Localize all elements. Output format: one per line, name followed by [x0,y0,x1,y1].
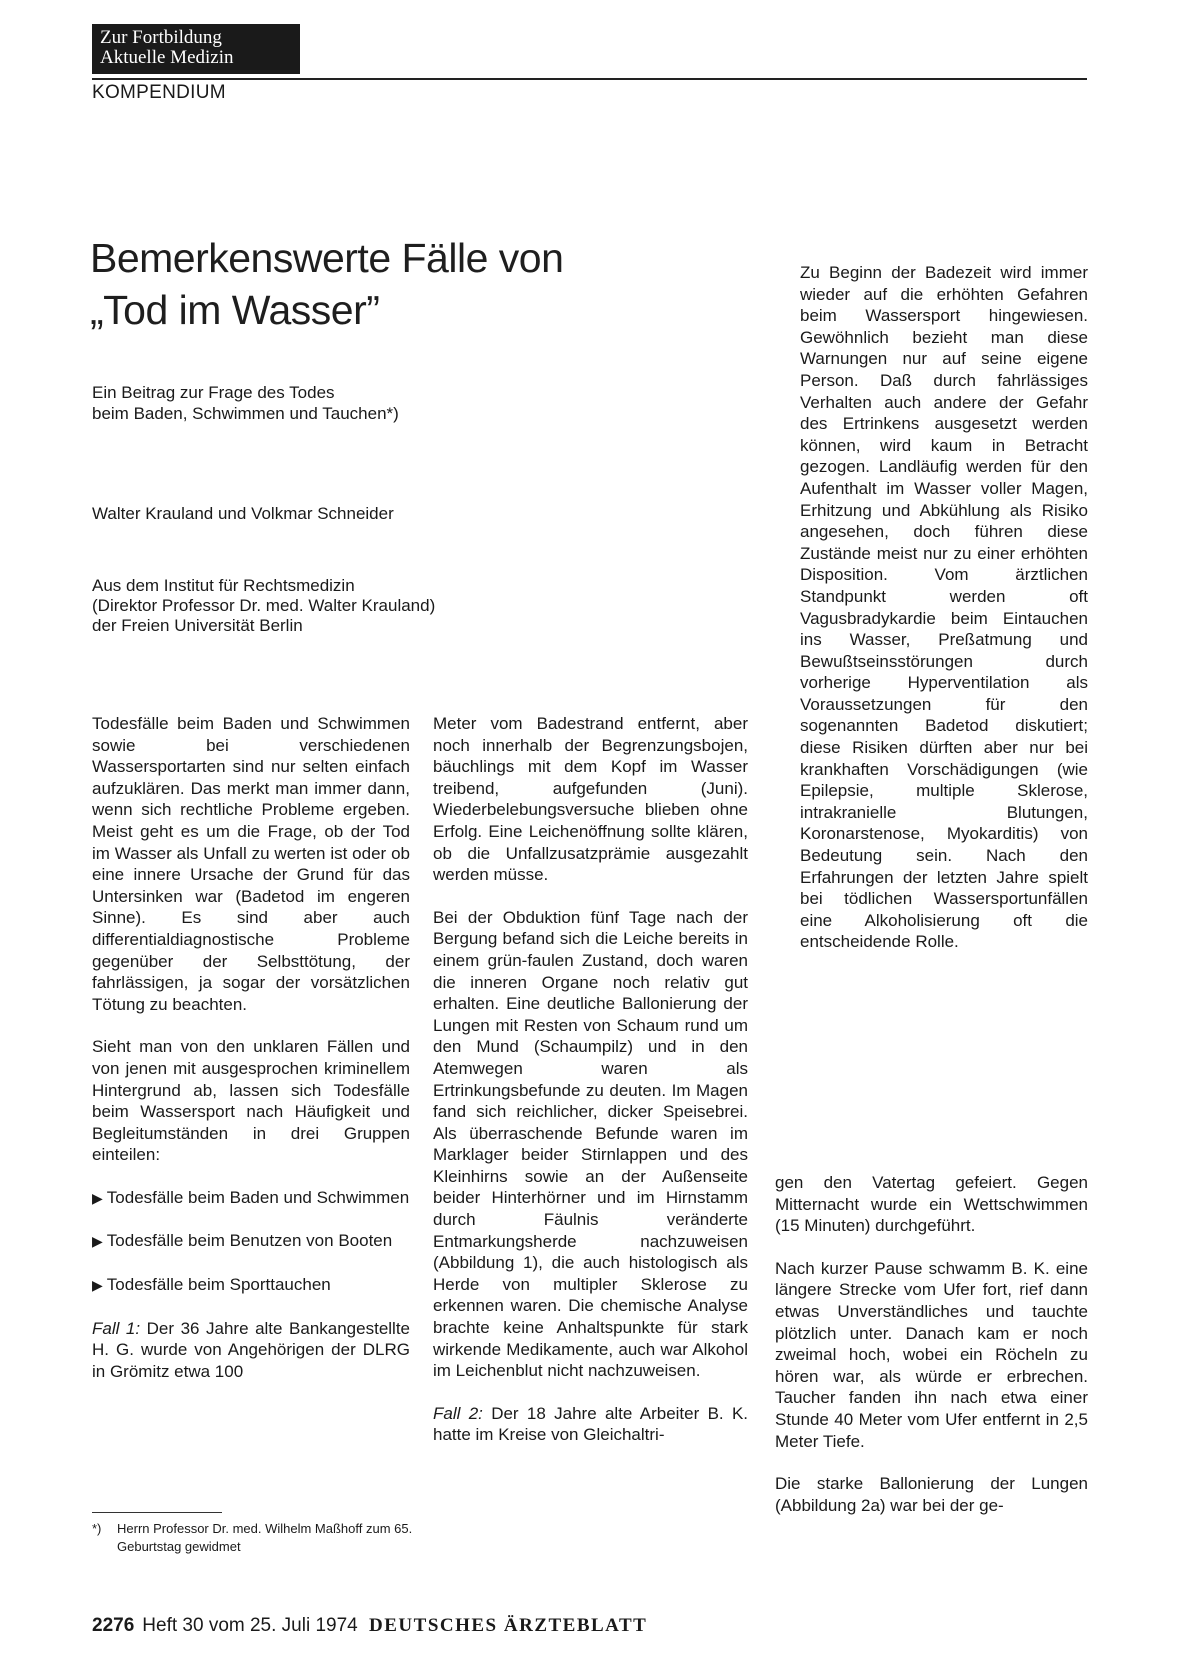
case-text: Der 36 Jahre alte Bankangestellte H. G. wurde von Angehörigen der DLRG in Grömitz etwa 100 [92,1318,410,1381]
paragraph: gen den Vatertag gefeiert. Gegen Mitternacht wurde ein Wettschwimmen (15 Minuten) durchgeführt. [775,1173,1088,1236]
page-number: 2276 [92,1615,135,1636]
article-subtitle [92,382,399,424]
bullet-text: Todesfälle beim Sporttauchen [106,1275,331,1295]
triangle-bullet-icon: ▶ [92,1277,103,1294]
affiliation-line-1: Aus dem Institut für Rechtsmedizin [92,576,355,595]
section-label: KOMPENDIUM [92,82,226,103]
header-rule [92,78,1087,80]
bullet-item [92,1230,410,1253]
bullet-item [92,1187,410,1210]
paragraph: Nach kurzer Pause schwamm B. K. eine längere Strecke vom Ufer fort, rief dann etwas Unverständliches und tauchte plötzlich unter. Danach kam er noch zweimal hoch, wobei ein Röcheln zu hören war, als würde er erbrechen. Taucher fanden ihn nach etwa einer Stunde 40 Meter vom Ufer entfernt in 2,5 Meter Tiefe. [775,1258,1088,1451]
issue-info: Heft 30 vom 25. Juli 1974 [142,1615,358,1636]
triangle-bullet-icon: ▶ [92,1233,103,1250]
article-title [90,232,690,336]
affiliation [92,576,435,636]
title-line-1: Bemerkenswerte Fälle von [90,235,564,281]
title-line-2: „Tod im Wasser” [90,287,380,333]
case-text: Der 18 Jahre alte Arbeiter B. K. hatte im Kreise von Gleichaltri- [433,1403,749,1445]
paragraph: Die starke Ballonierung der Lungen (Abbildung 2a) war bei der ge- [775,1474,1088,1515]
case-label: Fall 2: [433,1403,483,1423]
paragraph: Sieht man von den unklaren Fällen und von jenen mit ausgesprochen kriminellem Hintergrund ab, lassen sich Todesfälle beim Wassersport nach Häufigkeit und Begleitumständen in drei Gruppen einteilen: [92,1037,410,1165]
bullet-item [92,1274,410,1297]
column-1 [92,713,410,1382]
case-label: Fall 1: [92,1318,141,1338]
column-2 [433,713,748,1446]
case-paragraph [433,1403,748,1446]
paragraph: Todesfälle beim Baden und Schwimmen sowie bei verschiedenen Wassersportarten sind nur selten einfach aufzuklären. Das merkt man immer dann, wenn sich rechtliche Probleme ergeben. Meist geht es um die Frage, ob der Tod im Wasser als Unfall zu werten ist oder ob eine innere Ursache der Grund für das Untersinken war (Badetod im engeren Sinne). Es sind aber auch differentialdiagnostische Probleme gegenüber der Selbsttötung, der fahrlässigen, ja sogar der vorsätzlichen Tötung zu beachten. [92,714,410,1014]
column-3-bottom [775,1172,1088,1516]
affiliation-line-3: der Freien Universität Berlin [92,616,303,635]
journal-name: DEUTSCHES ÄRZTEBLATT [369,1615,648,1636]
authors: Walter Krauland und Volkmar Schneider [92,504,394,523]
rubric-line-1: Zur Fortbildung [100,27,222,48]
paragraph: Meter vom Badestrand entfernt, aber noch innerhalb der Begrenzungsbojen, bäuchlings mit dem Kopf im Wasser treibend, aufgefunden (Juni). Wiederbelebungsversuche blieben ohne Erfolg. Eine Leichenöffnung sollte klären, ob die Unfallzusatzprämie ausgezahlt werden müsse. [433,714,748,885]
affiliation-line-2: (Direktor Professor Dr. med. Walter Krauland) [92,596,436,615]
column-3-top [800,262,1088,953]
bullet-text: Todesfälle beim Benutzen von Booten [106,1231,393,1251]
footnote-text: Herrn Professor Dr. med. Wilhelm Maßhoff zum 65. Geburtstag gewidmet [117,1521,413,1554]
footnote-mark: *) [92,1521,102,1536]
footnote-rule [92,1512,222,1513]
case-paragraph [92,1318,410,1383]
subtitle-line-2: beim Baden, Schwimmen und Tauchen*) [92,404,399,423]
triangle-bullet-icon: ▶ [92,1189,103,1206]
footnote [92,1520,422,1556]
rubric-line-2: Aktuelle Medizin [100,47,234,68]
subtitle-line-1: Ein Beitrag zur Frage des Todes [92,383,335,402]
page-footer [92,1615,647,1637]
bullet-text: Todesfälle beim Baden und Schwimmen [106,1187,410,1207]
rubric-box [92,24,300,74]
paragraph: Zu Beginn der Badezeit wird immer wieder auf die erhöhten Gefahren beim Wassersport hingewiesen. Gewöhnlich bezieht man diese Warnungen nur auf seine eigene Person. Daß durch fahrlässiges Verhalten auch andere der Gefahr des Ertrinkens ausgesetzt werden können, wird kaum in Betracht gezogen. Landläufig werden für den Aufenthalt im Wasser voller Magen, Erhitzung und Abkühlung als Risiko angesehen, doch führen diese Zustände meist nur zu einer erhöhten Disposition. Vom ärztlichen Standpunkt werden oft Vagusbradykardie beim Eintauchen ins Wasser, Preßatmung und Bewußtseinsstörungen durch vorherige Hyperventilation als Voraussetzungen für den sogenannten Badetod diskutiert; diese Risiken dürften aber nur bei krankhaften Vorschädigungen (wie Epilepsie, multiple Sklerose, intrakranielle Blutungen, Koronarstenose, Myokarditis) von Bedeutung sein. Nach den Erfahrungen der letzten Jahre spielt bei tödlichen Wassersportunfällen eine Alkoholisierung oft die entscheidende Rolle. [800,263,1088,952]
paragraph: Bei der Obduktion fünf Tage nach der Bergung befand sich die Leiche bereits in einem grün-faulen Zustand, doch waren die inneren Organe noch relativ gut erhalten. Eine deutliche Ballonierung der Lungen mit Resten von Schaum rund um den Mund (Schaumpilz) und in den Atemwegen waren als Ertrinkungsbefunde zu deuten. Im Magen fand sich reichlicher, dicker Speisebrei. Als überraschende Befunde waren im Marklager beider Stirnlappen und des Kleinhirns sowie an der Außenseite beider Hinterhörner und im Hirnstamm durch Fäulnis veränderte Entmarkungsherde nachzuweisen (Abbildung 1), die auch histologisch als Herde von multipler Sklerose zu erkennen waren. Die chemische Analyse brachte keine Anhaltspunkte für stark wirkende Medikamente, auch war Alkohol im Leichenblut nicht nachzuweisen. [433,907,748,1381]
